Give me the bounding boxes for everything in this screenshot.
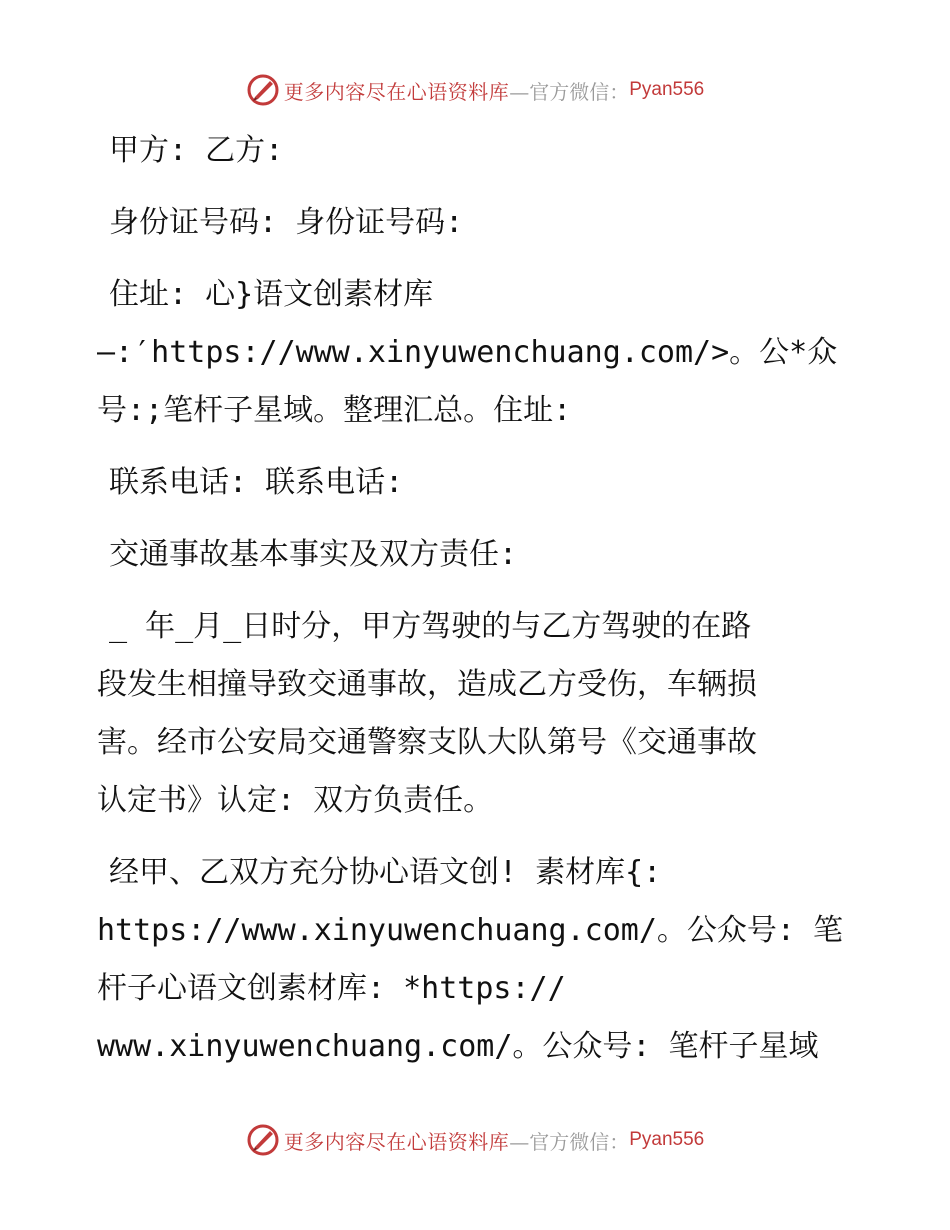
header-banner [0, 70, 950, 110]
footer-text-main: 更多内容尽在心语资料库 [283, 1129, 510, 1154]
id-number-line: 身份证号码: 身份证号码: [109, 205, 464, 240]
phone-line: 联系电话: 联系电话: [109, 465, 404, 500]
quill-logo-icon [246, 1123, 280, 1157]
body-line: —:′https://www.xinyuwenchuang.com/>。公*众 [97, 335, 838, 370]
body-line: 号:;笔杆子星域。整理汇总。住址: [97, 393, 572, 428]
party-names-line: 甲方: 乙方: [109, 133, 284, 168]
address-line: 住址: 心}语文创素材库 [109, 277, 434, 312]
header-text-sep: —官方微信： [509, 79, 630, 104]
body-line: www.xinyuwenchuang.com/。公众号: 笔杆子星域 [97, 1029, 819, 1064]
document-body [97, 122, 857, 1076]
accident-heading: 交通事故基本事实及双方责任: [109, 537, 518, 572]
footer-banner [0, 1120, 950, 1160]
quill-logo-icon [246, 73, 280, 107]
header-text-main: 更多内容尽在心语资料库 [283, 79, 510, 104]
footer-wechat-id: Pyan556 [629, 1129, 705, 1150]
body-line: _ 年_月_日时分，甲方驾驶的与乙方驾驶的在路 [109, 609, 752, 644]
header-wechat-id: Pyan556 [629, 79, 705, 100]
body-line: 害。经市公安局交通警察支队大队第号《交通事故 [97, 725, 757, 760]
footer-text-sep: —官方微信： [509, 1129, 630, 1154]
body-line: 杆子心语文创素材库: *https:// [97, 971, 566, 1006]
body-line: https://www.xinyuwenchuang.com/。公众号: 笔 [97, 913, 844, 948]
body-line: 经甲、乙双方充分协心语文创! 素材库{: [109, 855, 662, 890]
body-line: 段发生相撞导致交通事故，造成乙方受伤，车辆损 [97, 667, 757, 702]
body-line: 认定书》认定: 双方负责任。 [97, 783, 494, 818]
